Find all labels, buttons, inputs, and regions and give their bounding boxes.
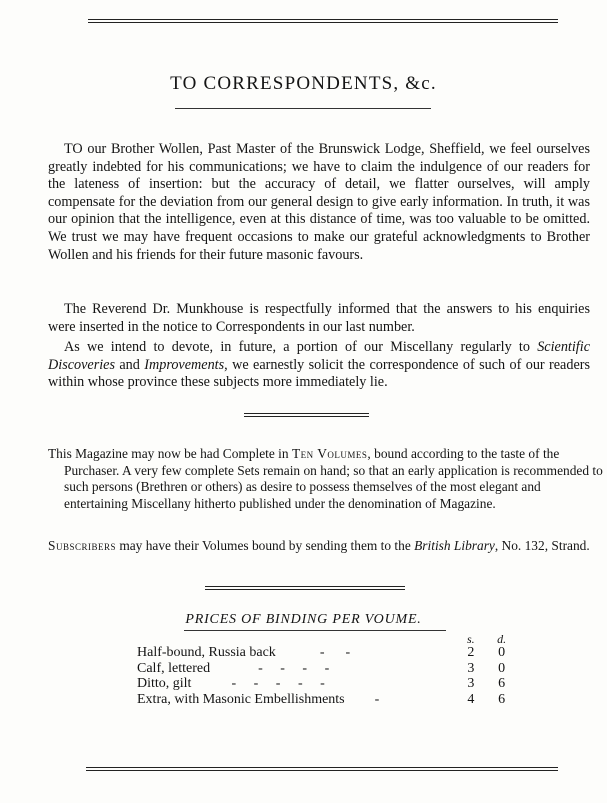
price-row [137,692,517,708]
subscribers-notice [48,538,606,555]
middle-double-rule [244,413,369,417]
prices-header-row [137,633,517,645]
price-pence: 6 [498,691,506,707]
subscribers-text: may have their Volumes bound by sending them to the [115,538,415,553]
notice-start: This Magazine may now be had Complete in [48,446,292,461]
title-underline [175,108,431,109]
bottom-double-rule [86,767,558,771]
price-pence: 6 [498,676,506,692]
price-item: Calf, lettered [137,660,211,676]
price-shillings: 3 [467,660,475,676]
price-leader: - [374,691,380,707]
ten-volumes-text: Ten Volumes [291,446,368,461]
subscribers-label: Subscribers [48,538,116,553]
para3-start: As we intend to devote, in future, a portion of our Miscellany regularly to [64,339,538,355]
price-shillings: 2 [467,645,475,660]
para3-end: , we earnestly solicit the correspondence of such of our readers within whose province these subjects more immediately lie. [48,356,590,391]
top-double-rule [88,19,558,23]
notice-end: , bound according to the taste of the Purchaser. A very few complete Sets remain on hand; so that an early application is recommended to such persons (Brethren or others) as desire to possess themselves of the most elegant and entertaining Miscellany hitherto published under the denomination of Magazine. [64,446,603,511]
price-shillings: 3 [467,676,475,692]
british-library-text: British Library [414,538,495,553]
price-row [137,661,517,677]
subscribers-address: , No. 132, Strand. [494,538,590,553]
shillings-header: s. [467,632,475,646]
price-pence: 0 [498,660,506,676]
price-row [137,676,517,692]
prices-double-rule [205,586,405,590]
page-title: TO CORRESPONDENTS, &c. [170,73,437,94]
para3-italic-improvements: Improvements [144,356,225,373]
prices-title-underline [184,630,446,631]
price-shillings: 4 [467,691,475,707]
price-item: Half-bound, Russia back [137,645,276,660]
prices-table [137,633,517,707]
complete-volumes-notice [48,446,606,512]
price-leader: - - [319,645,351,660]
paragraph-wollen: TO our Brother Wollen, Past Master of the Brunswick Lodge, Sheffield, we feel ourselves greatly indebted for his communications; we have to claim the indulgence of our readers for the lateness of insertion: but the accuracy of detail, we flatter ourselves, will amply compensate for the deviation from our general design to give early information. In truth, it was our opinion that the intelligence, even at this distance of time, was too valuable to be omitted. We trust we may have frequent occasions to make our grateful acknowledgments to Brother Wollen and his friends for their future masonic favours. [48,141,590,263]
price-leader: - - - - [258,660,330,676]
price-leader: - - - - - [231,676,325,692]
paragraph-scientific [48,339,590,392]
pence-header: d. [497,632,507,646]
price-row [137,645,517,661]
para3-italic-scientific-discoveries: Scientific Discoveries [48,339,590,373]
prices-title: PRICES OF BINDING PER VOUME. [185,612,422,627]
price-pence: 0 [498,645,506,660]
price-item: Ditto, gilt [137,676,192,692]
price-item: Extra, with Masonic Embellishments [137,691,345,707]
para3-mid: and [114,356,145,373]
paragraph-munkhouse: The Reverend Dr. Munkhouse is respectfully informed that the answers to his enquiries were inserted in the notice to Correspondents in our last number. [48,301,590,335]
